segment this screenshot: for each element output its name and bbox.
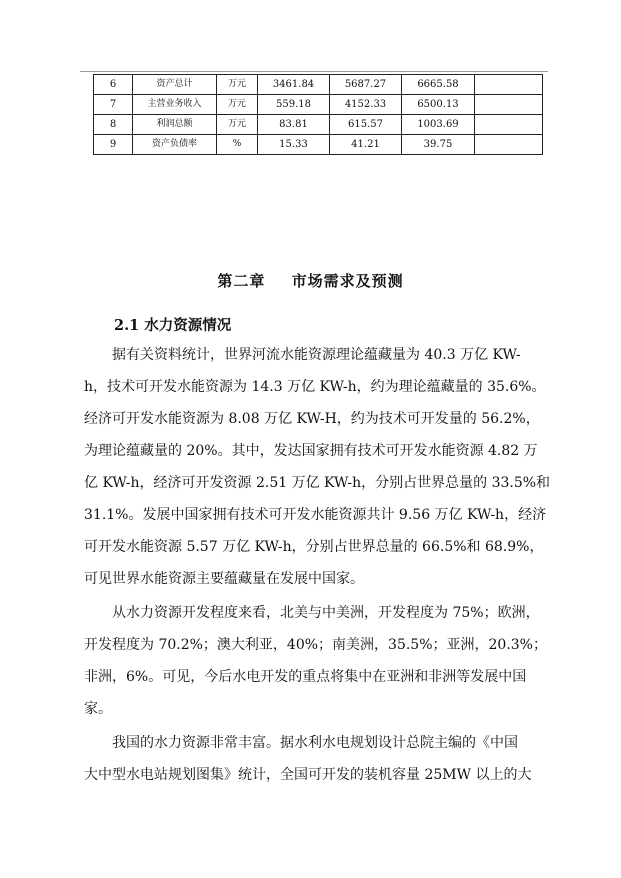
- paragraph-china-hydro: [84, 727, 544, 791]
- row-item: 利润总额: [133, 115, 217, 135]
- text-line: 大中型水电站规划图集》统计，全国可开发的装机容量 25MW 以上的大: [84, 767, 532, 783]
- table-row: [94, 75, 543, 95]
- text-line: h，技术可开发水能资源为 14.3 万亿 KW-h，约为理论蕴藏量的 35.6%。: [84, 379, 546, 395]
- row-unit: 万元: [217, 115, 258, 135]
- row-item: 主营业务收入: [133, 95, 217, 115]
- row-value-1: 83.81: [258, 115, 330, 135]
- table-row: [94, 95, 543, 115]
- row-value-3: 6665.58: [402, 75, 475, 95]
- table-row: [94, 115, 543, 135]
- row-unit: 万元: [217, 95, 258, 115]
- row-value-3: 1003.69: [402, 115, 475, 135]
- row-unit: %: [217, 135, 258, 155]
- header-rule: [80, 71, 548, 72]
- chapter-heading: [0, 270, 621, 291]
- text-line: 可开发水能资源 5.57 万亿 KW-h，分别占世界总量的 66.5%和 68.9%，: [84, 539, 544, 555]
- row-value-1: 15.33: [258, 135, 330, 155]
- text-line: 经济可开发水能资源为 8.08 万亿 KW-H，约为技术可开发量的 56.2%，: [84, 411, 540, 427]
- text-line: 为理论蕴藏量的 20%。其中，发达国家拥有技术可开发水能资源 4.82 万: [84, 443, 538, 459]
- row-unit: 万元: [217, 75, 258, 95]
- row-number: 8: [94, 115, 133, 135]
- text-line: 家。: [84, 701, 112, 717]
- row-value-4: [475, 115, 543, 135]
- text-line: 从水力资源开发程度来看，北美与中美洲，开发程度为 75%；欧洲，: [84, 605, 540, 621]
- row-item: 资产负债率: [133, 135, 217, 155]
- row-value-4: [475, 75, 543, 95]
- row-value-3: 6500.13: [402, 95, 475, 115]
- text-line: 可见世界水能资源主要蕴藏量在发展中国家。: [84, 571, 364, 587]
- row-value-3: 39.75: [402, 135, 475, 155]
- row-number: 9: [94, 135, 133, 155]
- text-line: 亿 KW-h，经济可开发资源 2.51 万亿 KW-h，分别占世界总量的 33.5%和: [84, 475, 551, 491]
- table-row: [94, 135, 543, 155]
- text-line: 我国的水力资源非常丰富。据水利水电规划设计总院主编的《中国: [84, 735, 518, 751]
- chapter-number: 第二章: [217, 272, 266, 290]
- financial-table: [93, 74, 543, 155]
- row-value-2: 5687.27: [330, 75, 402, 95]
- paragraph-development-degree: [84, 597, 547, 725]
- paragraph-world-hydro: [84, 339, 551, 595]
- row-item: 资产总计: [133, 75, 217, 95]
- row-number: 6: [94, 75, 133, 95]
- row-value-2: 41.21: [330, 135, 402, 155]
- text-line: 据有关资料统计，世界河流水能资源理论蕴藏量为 40.3 万亿 KW-: [84, 347, 521, 363]
- row-number: 7: [94, 95, 133, 115]
- row-value-4: [475, 135, 543, 155]
- row-value-4: [475, 95, 543, 115]
- text-line: 开发程度为 70.2%；澳大利亚，40%；南美洲，35.5%；亚洲，20.3%；: [84, 637, 547, 653]
- row-value-2: 4152.33: [330, 95, 402, 115]
- text-line: 31.1%。发展中国家拥有技术可开发水能资源共计 9.56 万亿 KW-h，经济: [84, 507, 547, 523]
- section-heading: 2.1 水力资源情况: [114, 317, 232, 334]
- text-line: 非洲，6%。可见，今后水电开发的重点将集中在亚洲和非洲等发展中国: [84, 669, 527, 685]
- row-value-1: 559.18: [258, 95, 330, 115]
- row-value-1: 3461.84: [258, 75, 330, 95]
- row-value-2: 615.57: [330, 115, 402, 135]
- chapter-title: 市场需求及预测: [291, 272, 404, 290]
